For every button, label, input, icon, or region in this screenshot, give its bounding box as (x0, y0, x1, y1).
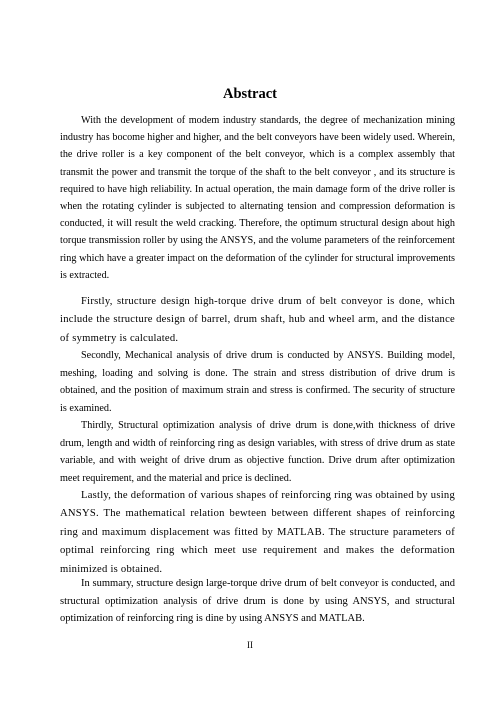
abstract-paragraph-summary: In summary, structure design large-torque drive drum of belt conveyor is conducted, and structural optimization analysis of drive drum is done by using ANSYS, and structural optimization of reinforcing ring is dine by using ANSYS and MATLAB. (60, 578, 455, 625)
abstract-paragraph-firstly: Firstly, structure design high-torque drive drum of belt conveyor is done, which include the structure design of barrel, drum shaft, hub and wheel arm, and the distance of symmetry is calculated. (60, 296, 455, 344)
abstract-paragraph-intro: With the development of modem industry standards, the degree of mechanization mining industry has bocome higher and higher, and the belt conveyors have been widely used. Wherein, the drive roller is a key component of the belt conveyor, which is a complex assembly that transmit the power and transmit the torque of the shaft to the belt conveyor , and its structure is required to have high reliability. In actual operation, the main damage form of the drive roller is when the rotating cylinder is subjected to alternating tension and compression deformation is conducted, it will result the weld cracking. Therefore, the optimum structural design about high torque transmission roller by using the ANSYS, and the volume parameters of the reinforcement ring which have a greater impact on the deformation of the cylinder for structural improvements is extracted. (60, 115, 455, 281)
abstract-paragraph-thirdly: Thirdly, Structural optimization analysis of drive drum is done,with thickness of drive drum, length and width of reinforcing ring as design variables, with stress of drive drum as state variable, and with weight of drive drum as objective function. Drive drum after optimization meet requirement, and the material and price is declined. (60, 420, 455, 484)
abstract-paragraph-secondly: Secondly, Mechanical analysis of drive drum is conducted by ANSYS. Building model, meshing, loading and solving is done. The strain and stress distribution of drive drum is obtained, and the position of maximum strain and stress is confirmed. The security of structure is examined. (60, 350, 455, 414)
abstract-paragraph-lastly: Lastly, the deformation of various shapes of reinforcing ring was obtained by using ANSYS. The mathematical relation bewteen between different shapes of reinforcing ring and maximum displacement was fitted by MATLAB. The structure parameters of optimal reinforcing ring which meet use requirement and makes the deformation minimized is obtained. (60, 490, 455, 575)
page-number: II (247, 640, 253, 650)
abstract-title: Abstract (223, 86, 277, 102)
